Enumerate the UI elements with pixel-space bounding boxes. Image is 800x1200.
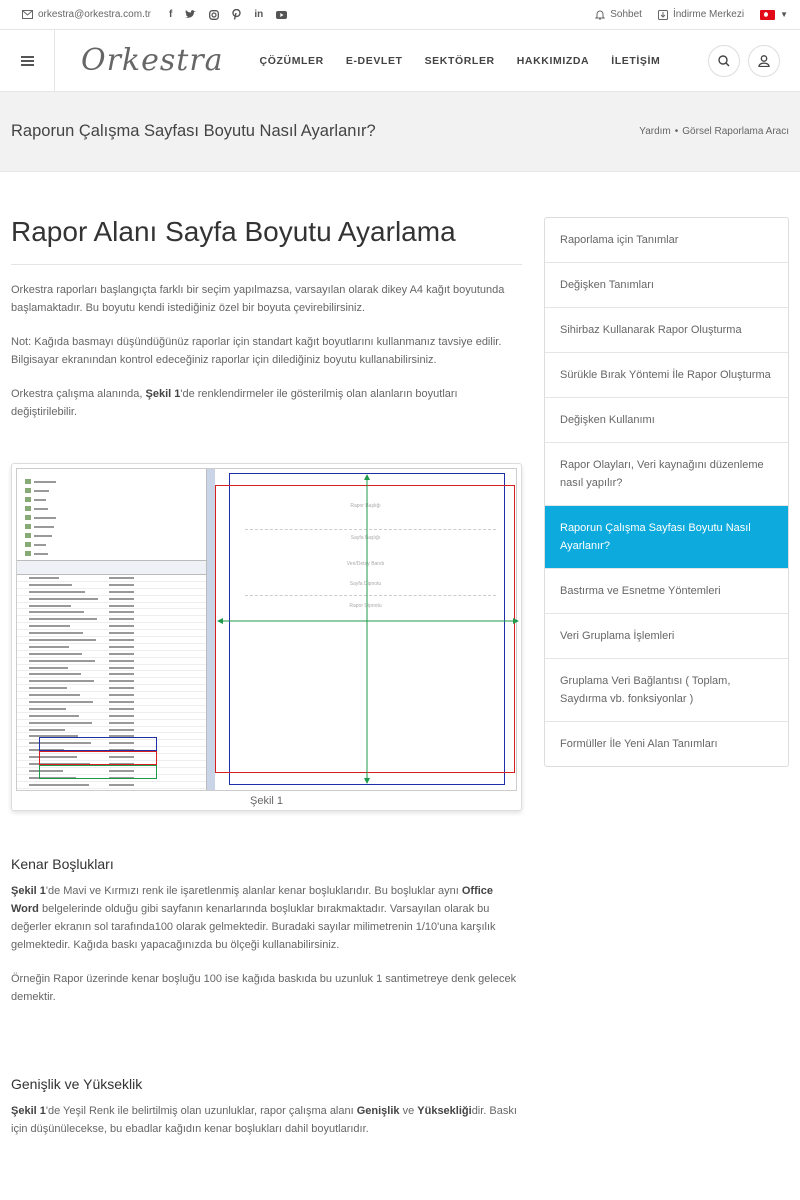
chevron-down-icon: ▼: [780, 10, 788, 19]
sidebar-item-degisken-kullanimi[interactable]: Değişken Kullanımı: [545, 398, 788, 443]
report-canvas: [207, 469, 516, 790]
property-row: [17, 665, 206, 672]
section-margins-paragraph-1: [11, 882, 522, 954]
breadcrumb-item-yardim[interactable]: Yardım: [639, 126, 671, 137]
property-row: [17, 727, 206, 734]
property-row: [17, 713, 206, 720]
property-row: [17, 685, 206, 692]
breadcrumb-item-gorsel-raporlama[interactable]: Görsel Raporlama Aracı: [682, 126, 789, 137]
s1-bold-1: Şekil 1: [11, 885, 46, 897]
email-link[interactable]: [22, 9, 151, 20]
s2-bold-2: Genişlik: [356, 1105, 400, 1117]
chat-link[interactable]: [595, 9, 642, 20]
breadcrumb: [639, 126, 789, 137]
section-heading-margins: Kenar Boşlukları: [11, 856, 114, 872]
sidebar-item-formuller[interactable]: Formüller İle Yeni Alan Tanımları: [560, 738, 718, 750]
dimension-arrows: [215, 469, 521, 789]
instagram-icon[interactable]: [209, 10, 219, 20]
turkey-flag-icon: [760, 10, 775, 20]
page-title: Raporun Çalışma Sayfası Boyutu Nasıl Ayarlanır?: [11, 122, 376, 140]
breadcrumb-separator: •: [674, 126, 679, 137]
article-paragraph-1: Orkestra raporları başlangıçta farklı bir seçim yapılmazsa, varsayılan olarak dikey A4 kağıt boyutunda başlamaktadır. Bu boyutu kendi istediğiniz özel bir boyuta çevirebilirsiniz.: [11, 284, 505, 314]
linkedin-icon[interactable]: in: [254, 9, 264, 20]
download-icon: [658, 10, 668, 20]
figure-1: [11, 463, 522, 811]
article: [11, 172, 522, 1138]
page-header: [0, 92, 800, 172]
property-row: [17, 603, 206, 610]
chat-label: Sohbet: [610, 9, 642, 20]
social-links: [169, 9, 287, 20]
download-label: İndirme Merkezi: [672, 9, 745, 20]
article-heading: Rapor Alanı Sayfa Boyutu Ayarlama: [11, 216, 522, 265]
properties-panel: [17, 469, 207, 790]
property-row: [17, 678, 206, 685]
s2-text-3: dir. Baskı için düşünülecekse, bu ebadlar kağıdın kenar boşlukları dahil boyutlarıdır.: [11, 1105, 517, 1135]
email-text: orkestra@orkestra.com.tr: [38, 9, 151, 20]
sidebar-item-gruplama-baglantisi[interactable]: Gruplama Veri Bağlantısı ( Toplam, Saydırma vb. fonksiyonlar ): [545, 659, 788, 722]
menu-toggle-button[interactable]: [0, 30, 55, 91]
s2-text-2: ve: [399, 1105, 418, 1117]
property-row: [17, 720, 206, 727]
property-row: [17, 699, 206, 706]
property-row: [17, 623, 206, 630]
nav-item-e-devlet[interactable]: E-DEVLET: [345, 54, 403, 67]
user-icon: [758, 55, 770, 67]
section-heading-size: Genişlik ve Yükseklik: [11, 1076, 143, 1092]
figure-label-page-header: Sayfa Başlığı: [350, 535, 381, 541]
sidebar-item-rapor-olaylari[interactable]: Rapor Olayları, Veri kaynağını düzenleme nasıl yapılır?: [545, 443, 788, 506]
s1-text-1: 'de Mavi ve Kırmızı renk ile işaretlenmiş alanlar kenar boşluklarıdır. Bu boşluklar aynı: [45, 885, 462, 897]
sidebar-item-gruplama[interactable]: Veri Gruplama İşlemleri: [545, 614, 788, 659]
user-button[interactable]: [748, 45, 780, 77]
s2-bold-1: Şekil 1: [11, 1105, 46, 1117]
bell-icon: [595, 10, 605, 20]
sidebar-item-sihirbaz[interactable]: Sihirbaz Kullanarak Rapor Oluşturma: [545, 308, 788, 353]
article-paragraph-3: [11, 385, 522, 421]
figure-label-report-header: Rapor Başlığı: [350, 503, 381, 509]
site-logo[interactable]: Orkestra: [81, 43, 224, 78]
figure-1-caption: Şekil 1: [249, 795, 284, 807]
search-button[interactable]: [708, 45, 740, 77]
nav-item-sektorler[interactable]: SEKTÖRLER: [424, 54, 495, 67]
figure-label-detail-band: Veri/Detay Bandı: [346, 561, 385, 567]
sidebar-item-tanimlar[interactable]: Raporlama için Tanımlar: [545, 218, 788, 263]
property-row: [17, 644, 206, 651]
language-selector[interactable]: [760, 10, 788, 20]
property-row: [17, 651, 206, 658]
youtube-icon[interactable]: [276, 11, 287, 19]
facebook-icon[interactable]: f: [168, 9, 173, 20]
article-paragraph-2: Not: Kağıda basmayı düşündüğünüz raporlar için standart kağıt boyutlarını kullanmanız tavsiye edilir. Bilgisayar ekranından kontrol edeceğiniz raporlar için dilediğiniz boyutu kullanabilirsiniz.: [11, 336, 502, 366]
property-row: [17, 671, 206, 678]
figure-1-screenshot: [16, 468, 517, 791]
report-tree: [17, 469, 206, 561]
s2-text-1: 'de Yeşil Renk ile belirtilmiş olan uzunluklar, rapor çalışma alanı: [45, 1105, 357, 1117]
nav-menu: [260, 55, 661, 67]
figure-label-page-footer: Sayfa Dipnotu: [349, 581, 382, 587]
property-row: [17, 575, 206, 582]
property-row: [17, 609, 206, 616]
nav-item-hakkimizda[interactable]: HAKKIMIZDA: [516, 54, 590, 67]
s2-bold-3: Yüksekliği: [417, 1105, 472, 1117]
figure-label-report-footer: Rapor Dipnotu: [349, 603, 382, 609]
sidebar-item-sayfa-boyutu[interactable]: Raporun Çalışma Sayfası Boyutu Nasıl Ayarlanır?: [545, 506, 788, 569]
s1-text-2: belgelerinde olduğu gibi sayfanın kenarlarında boşluklar bırakmaktadır. Varsayılan olarak bu değerler ekranın sol tarafında100 olarak gelmektedir. Buradaki sayılar milimetrenin 1/10'una karşılık gelmektedir. Kağıda baskı yapacağınızda bu ölçeği kullanabilirsiniz.: [11, 903, 496, 951]
property-row: [17, 596, 206, 603]
search-icon: [718, 55, 730, 67]
pinterest-icon[interactable]: [232, 9, 241, 20]
download-center-link[interactable]: [658, 9, 744, 20]
nav-item-cozumler[interactable]: ÇÖZÜMLER: [259, 54, 324, 67]
property-row: [17, 706, 206, 713]
property-row: [17, 637, 206, 644]
mail-icon: [22, 10, 33, 19]
property-row: [17, 616, 206, 623]
section-margins-paragraph-2: Örneğin Rapor üzerinde kenar boşluğu 100 ise kağıda baskıda bu uzunluk 1 santimetreye denk gelecek demektir.: [11, 973, 517, 1003]
section-size-paragraph-1: [11, 1102, 522, 1138]
property-row: [17, 589, 206, 596]
sidebar-item-surukle-birak[interactable]: Sürükle Bırak Yöntemi İle Rapor Oluşturma: [545, 353, 788, 398]
main-nav: [0, 30, 800, 92]
p3-text: Orkestra çalışma alanında,: [11, 388, 146, 400]
nav-item-iletisim[interactable]: İLETİŞİM: [611, 54, 661, 67]
sidebar-item-bastirma[interactable]: Bastırma ve Esnetme Yöntemleri: [545, 569, 788, 614]
p3-text-end: 'de renklendirmeler ile gösterilmiş olan alanların boyutları değiştirilebilir.: [11, 388, 458, 418]
top-bar: [0, 0, 800, 30]
hamburger-icon: [21, 56, 34, 66]
property-row: [17, 692, 206, 699]
property-row: [17, 630, 206, 637]
property-row: [17, 782, 206, 789]
property-row: [17, 582, 206, 589]
sidebar-item-degisken-tanimlari[interactable]: Değişken Tanımları: [545, 263, 788, 308]
s1-bold-2: Office Word: [11, 885, 494, 915]
help-sidebar: [544, 217, 789, 767]
p3-bold: Şekil 1: [145, 388, 181, 400]
twitter-icon[interactable]: [185, 10, 196, 19]
property-row: [17, 658, 206, 665]
